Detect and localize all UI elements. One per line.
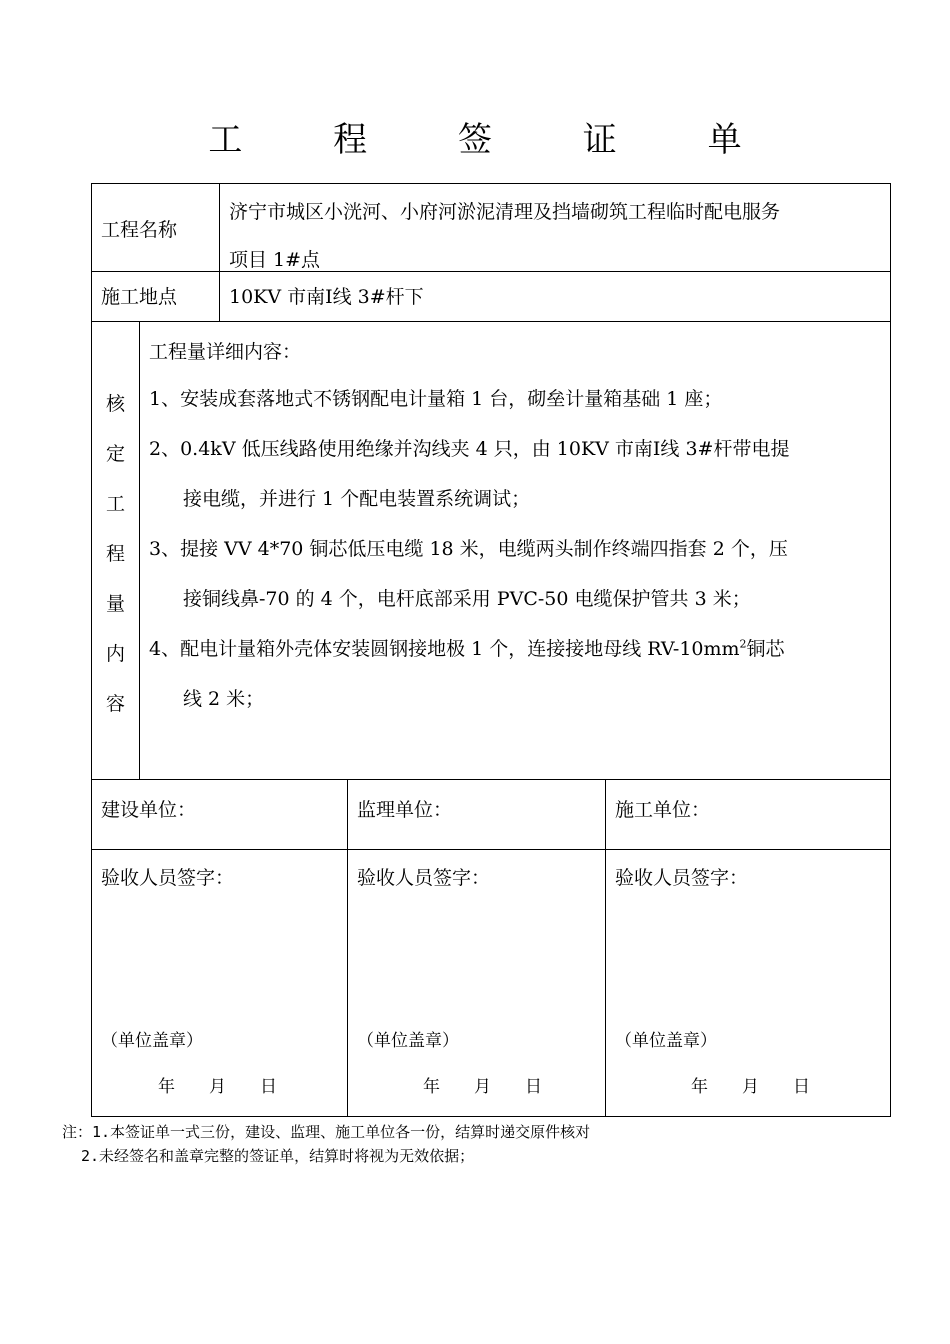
builder-seal-label: （单位盖章） [101,1031,203,1051]
project-name-label: 工程名称 [101,219,178,241]
side-label-char: 程 [105,543,125,565]
supervisor-date-label: 年 月 日 [423,1077,542,1097]
col-divider [139,321,140,779]
contractor-seal-label: （单位盖章） [615,1031,717,1051]
side-label-char: 定 [105,443,125,465]
visa-form-table [91,183,891,1117]
detail-heading: 工程量详细内容： [149,341,302,363]
note-line-1: 注：1.本签证单一式三份，建设、监理、施工单位各一份，结算时递交原件核对 [62,1123,591,1141]
note-line-2: 2.未经签名和盖章完整的签证单，结算时将视为无效依据； [81,1147,475,1165]
contractor-sign-label: 验收人员签字： [615,867,749,889]
contractor-date-label: 年 月 日 [691,1077,810,1097]
side-label-char: 量 [105,593,125,615]
side-label-char: 容 [105,693,125,715]
detail-item-4-line2: 线 2 米； [183,688,265,710]
detail-item-2-line2: 接电缆，并进行 1 个配电装置系统调试； [183,488,531,510]
verified-quantity-side-label [92,379,139,729]
project-name-line2: 项目 1#点 [229,249,321,271]
builder-sign-label: 验收人员签字： [101,867,235,889]
side-label-char: 核 [105,393,125,415]
side-label-char: 内 [105,643,125,665]
builder-unit-label: 建设单位： [101,799,197,821]
detail-item-2-line1: 2、0.4kV 低压线路使用绝缘并沟线夹 4 只，由 10KV 市南Ⅰ线 3#杆带电提 [149,438,790,460]
location-value: 10KV 市南Ⅰ线 3#杆下 [229,286,424,308]
row-divider [92,779,890,780]
row-divider [92,271,890,272]
detail-item-4-line1: 4、配电计量箱外壳体安装圆钢接地极 1 个，连接接地母线 $RV-10mm^2$铜芯 [149,637,785,660]
col-divider [605,779,606,1116]
detail-item-1: 1、安装成套落地式不锈钢配电计量箱 1 台，砌垒计量箱基础 1 座； [149,388,723,410]
col-divider [219,184,220,321]
detail-item-3-line1: 3、提接 VV 4*70 铜芯低压电缆 18 米，电缆两头制作终端四指套 2 个，压 [149,538,788,560]
col-divider [347,779,348,1116]
detail-item-3-line2: 接铜线鼻-70 的 4 个，电杆底部采用 PVC-50 电缆保护管共 3 米； [183,588,751,610]
row-divider [92,321,890,322]
side-label-char: 工 [105,493,125,515]
row-divider [92,849,890,850]
page-title: 工 程 签 证 单 [208,120,782,160]
supervisor-seal-label: （单位盖章） [357,1031,459,1051]
supervisor-unit-label: 监理单位： [357,799,453,821]
location-label: 施工地点 [101,286,178,308]
contractor-unit-label: 施工单位： [615,799,711,821]
supervisor-sign-label: 验收人员签字： [357,867,491,889]
builder-date-label: 年 月 日 [158,1077,277,1097]
project-name-line1: 济宁市城区小洸河、小府河淤泥清理及挡墙砌筑工程临时配电服务 [229,201,781,223]
